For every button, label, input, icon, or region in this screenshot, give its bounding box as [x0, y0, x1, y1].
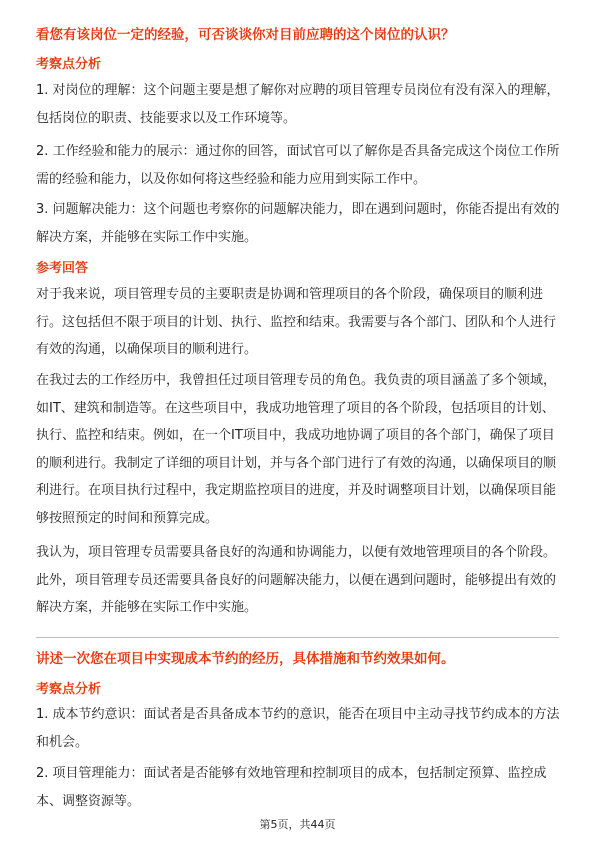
analysis-point: 3. 问题解决能力：这个问题也考察你的问题解决能力，即在遇到问题时，你能否提出有效的解决方案，并能够在实际工作中实施。 [36, 202, 560, 245]
analysis-heading: 考察点分析 [36, 682, 102, 697]
section-divider [36, 637, 559, 638]
analysis-point: 1. 对岗位的理解：这个问题主要是想了解你对应聘的项目管理专员岗位有没有深入的理解，包括岗位的职责、技能要求以及工作环境等。 [36, 83, 560, 126]
answer-paragraph: 在我过去的工作经历中，我曾担任过项目管理专员的角色。我负责的项目涵盖了多个领域，如IT、建筑和制造等。在这些项目中，我成功地管理了项目的各个阶段，包括项目的计划、执行、监控和结束。例如，在一个IT项目中，我成功地协调了项目的各个部门，确保了项目的顺利进行。我制定了详细的项目计划，并与各个部门进行了有效的沟通，以确保项目的顺利进行。在项目执行过程中，我定期监控项目的进度，并及时调整项目计划，以确保项目能够按照预定的时间和预算完成。 [36, 373, 557, 526]
answer-paragraph: 我认为，项目管理专员需要具备良好的沟通和协调能力，以便有效地管理项目的各个阶段。此外，项目管理专员还需要具备良好的问题解决能力，以便在遇到问题时，能够提出有效的解决方案，并能够在实际工作中实施。 [36, 545, 557, 615]
answer-heading: 参考回答 [36, 261, 89, 276]
analysis-heading: 考察点分析 [36, 57, 102, 72]
answer-paragraph: 对于我来说，项目管理专员的主要职责是协调和管理项目的各个阶段，确保项目的顺利进行。这包括但不限于项目的计划、执行、监控和结束。我需要与各个部门、团队和个人进行有效的沟通，以确保项目的顺利进行。 [36, 287, 557, 357]
page-number: 第5页，共44页 [259, 818, 336, 831]
question-title: 讲述一次您在项目中实现成本节约的经历，具体措施和节约效果如何。 [36, 651, 455, 667]
analysis-point: 2. 项目管理能力：面试者是否能够有效地管理和控制项目的成本，包括制定预算、监控成本、调整资源等。 [36, 766, 547, 809]
question-title: 看您有该岗位一定的经验，可否谈谈你对目前应聘的这个岗位的认识？ [36, 27, 455, 43]
analysis-point: 1. 成本节约意识：面试者是否具备成本节约的意识，能否在项目中主动寻找节约成本的方法和机会。 [36, 707, 560, 750]
analysis-point: 2. 工作经验和能力的展示：通过你的回答，面试官可以了解你是否具备完成这个岗位工作所需的经验和能力，以及你如何将这些经验和能力应用到实际工作中。 [36, 144, 560, 187]
